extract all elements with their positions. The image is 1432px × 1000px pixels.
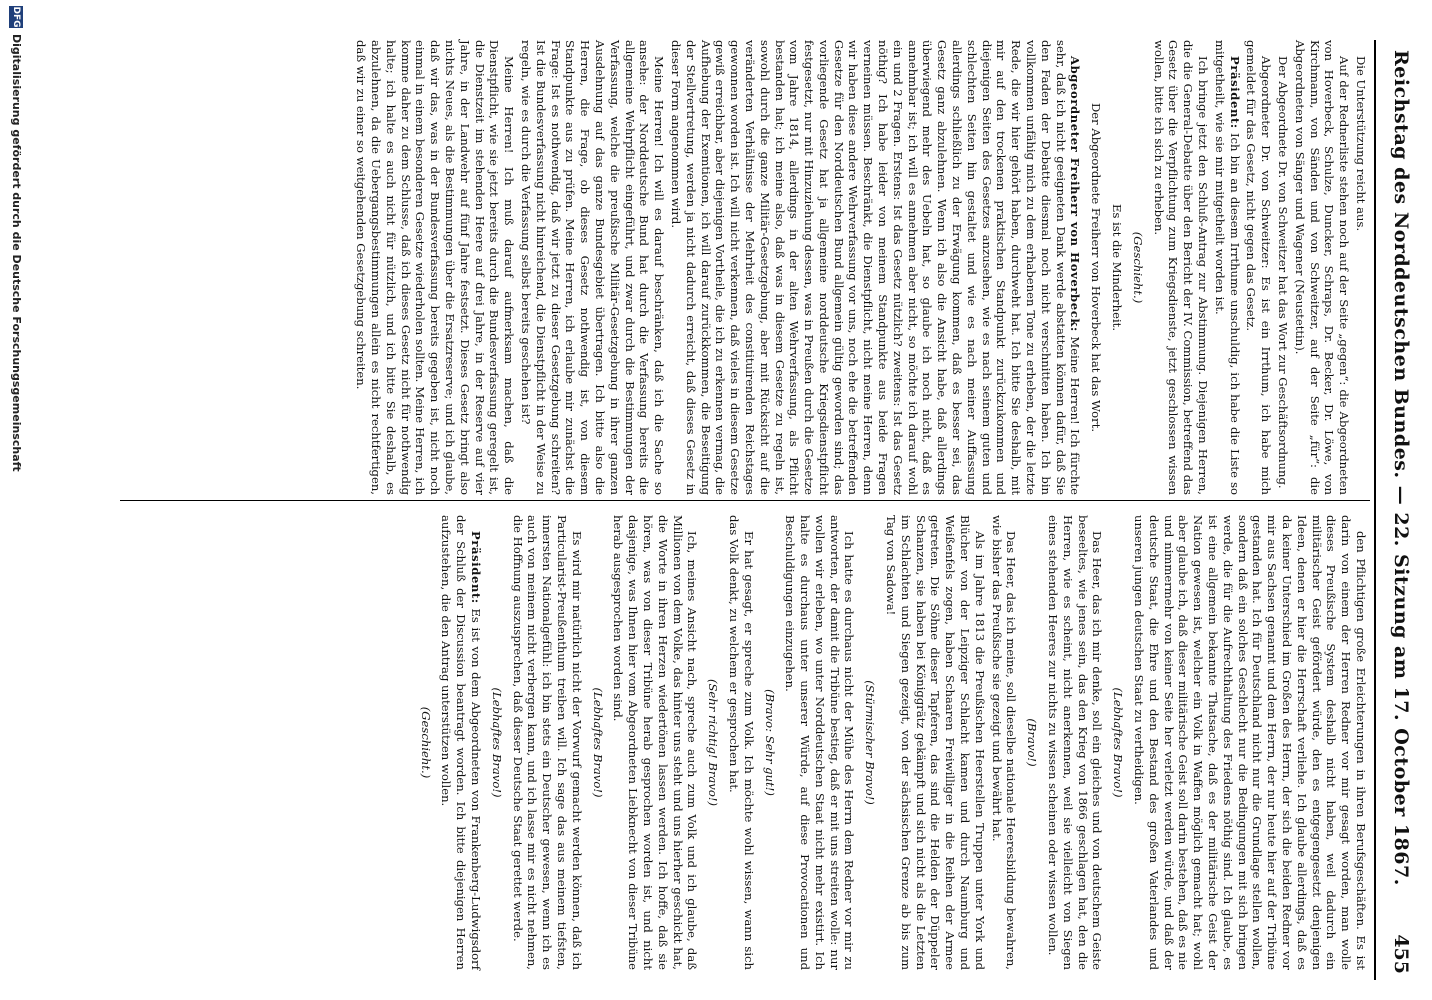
paragraph: Das Heer, das ich meine, soll dieselbe nationale Heeresbildung bewahren, wie bisher das Preußische sie gezeigt und bewährt hat. xyxy=(989,515,1019,970)
paragraph: Abgeordneter Dr. von Schweitzer: Es ist ein Irrthum, ich habe mich gemeldet für das Gesetz, nicht gegen das Gesetz. xyxy=(1244,40,1274,495)
paragraph: Es wird mir natürlich nicht der Vorwurf gemacht werden können, daß ich Particularist-Preußenthum treiben will. Ich sage das aus meinem tiefsten, innersten Nationalgefühl: ich bin stets ein Deutscher gewesen, wenn ich es auch von meinem nicht verbergen kann, und ich lasse mir es nicht nehmen, die Hoffnung auszusprechen, daß dieser Deutsche Staat gerettet werde. xyxy=(510,515,584,970)
paragraph xyxy=(439,515,483,970)
stage-direction: (Lebhaftes Bravo!) xyxy=(590,687,605,798)
stage-direction: (Lebhaftes Bravo!) xyxy=(489,687,504,798)
paragraph: Der Abgeordnete Dr. von Schweitzer hat das Wort zur Geschäftsordnung. xyxy=(1276,56,1291,489)
stage-direction: (Bravo!) xyxy=(1025,718,1040,767)
stage-direction: (Stürmischer Bravo!) xyxy=(863,680,878,805)
paragraph: Das Heer, das ich mir denke, soll ein gleiches und von deutschem Geiste beseeltes, wie jenes sein, das den Krieg von 1866 geschlagen hat, den die Herren, wie es scheint, nicht anerkennen, weil sie vielleicht von Siegen eines stehenden Heeres zur nichts zu wissen scheinen oder wissen wollen. xyxy=(1046,515,1105,970)
paragraph: den Pflichtigen große Erleichterungen in ihren Berufsgeschäften. Es ist darin von einem der Herren Redner vor mir gesagt worden, man wolle dieses Preußische System deshalb nicht haben, weil dadurch ein militärischer Geist gefördert würde, den es entgegengesetzt denjenigen Ideen, denen er hier die Herrschaft verliehe. Ich glaube allerdings, daß es da keiner Unterschied im Großen des Herrn, der sich die beiden Redner vor mir aus Sachsen genannt und dem Herrn, der nur heute hier auf der Tribüne gestanden hat. Ich für Deutschland nicht nur die Grundlage stellen wollen, sondern daß ein solches Geschlecht nur die Bedingungen mit sich bringen werde, die für die Aufrechthaltung des Friedens nöthig sind. Ich glaube, es ist eine allgemein bekannte Thatsache, daß es der militärische Geist der Nation gewesen ist, welcher ein Volk in Waffen möglich gemacht hat; wohl aber glaube ich, daß dieser militärische Geist soll darin bestehen, daß es nie und nimmermehr von keiner Seite her verletzt werden würde, und daß der deutsche Staat, die Ehre und den Bestand des großen Vaterlandes und unseren jungen deutschen Staat zu vertheidigen. xyxy=(1132,515,1368,970)
dfg-logo: DFG xyxy=(11,6,21,28)
paragraph: Die Unterstützung reicht aus. xyxy=(1354,56,1368,232)
speaker-name: Abgeordneter Freiherr von Hoverbeck: xyxy=(1068,56,1083,332)
stage-direction: (Bravo: Sehr gut!) xyxy=(762,689,777,796)
right-column xyxy=(412,515,1368,970)
digitization-credit: Digitalisierung gefördert durch die Deutsche Forschungsgemeinschaft xyxy=(10,34,23,472)
paragraph: Meine Herren! Ich muß darauf aufmerksam machen, daß die Dienstpflicht, wie sie jetzt bereits durch die Bundesverfassung geregelt ist, die Dienstzeit im stehenden Heere auf drei Jahre, in der Reserve auf vier Jahre, in der Landwehr auf fünf Jahre festsetzt. Dieses Gesetz bringt also nichts Neues, als die Bestimmungen über die Ersatzreserve; und ich glaube, daß wir das, was in der Bundesverfassung bereits gegeben ist, nicht noch einmal in einem besonderen Gesetze wiederholen sollten. Meine Herren, ich komme daher zu dem Schlusse, daß ich dieses Gesetz nicht für nothwendig halte; ich halte es auch nicht für nützlich, und ich bitte Sie deshalb, es abzulehnen, da die Uebergangsbestimmungen allein es nicht rechtfertigen, daß wir zu einer so weitgehenden Gesetzgebung schreiten. xyxy=(354,40,517,495)
stage-direction: (Lebhaftes Bravo!) xyxy=(1111,687,1126,798)
centered-line: Es ist die Minderheit. xyxy=(1110,203,1125,332)
paragraph: Ich hatte es durchaus nicht der Mühe des Herrn dem Redner vor mir zu antworten, der damit die Tribüne bestieg, daß er mit uns streiten wolle: nur wollen wir erleben, wo unter Norddeutschen Staat nicht mehr existirt. Ich halte es durchaus unter unserer Würde, auf diese Provocationen und Beschuldigungen einzugehen. xyxy=(783,515,857,970)
header-title: Reichstag des Norddeutschen Bundes. — 22. Sitzung am 17. October 1867. xyxy=(1390,50,1412,886)
paragraph: Meine Herren! Ich will es darauf beschränken, daß ich die Sache so ansehe: der Norddeutsche Bund hat durch die Verfassung bereits die allgemeine Wehrpflicht eingeführt, und zwar durch die Bestimmungen der Verfassung, welche die preußische Militär-Gesetzgebung in ihrer ganzen Ausdehnung auf das ganze Bundesgebiet übertragen. Ich bitte also die Herren, die Frage, ob dieses Gesetz nothwendig ist, von diesem Standpunkte aus zu prüfen. Meine Herren, ich erlaube mir zunächst die Frage: Ist es nothwendig, daß wir jetzt zu dieser Gesetzgebung schreiten? Ist die Bundesverfassung nicht hinreichend, die Dienstpflicht in der Weise zu regeln, wie es durch die Verfassung selbst bereits geschehen ist? xyxy=(518,40,667,495)
stage-direction: (Geschieht.) xyxy=(418,706,433,779)
paragraph xyxy=(668,40,1082,495)
speaker-name: Präsident: xyxy=(468,531,483,604)
speech-text: Es ist von dem Abgeordneten von Frankenberg-Ludwigsdorf der Schluß der Discussion beantragt worden. Ich bitte diejenigen Herren aufzustehen, die den Antrag unterstützen wollen. xyxy=(439,515,483,970)
stage-direction: (Geschieht.) xyxy=(1130,231,1145,304)
page-number: 455 xyxy=(1390,934,1412,974)
paragraph: Ich, meines Ansicht nach, spreche auch zum Volk und ich glaube, daß Millionen von dem Volke, das hinter uns steht und uns hierher geschickt hat, die Worte in ihren Herzen wiedertönen lassen werden. Ich hoffe, daß sie hören, was von dieser Tribüne herab gesprochen worden ist, und nicht dasjenige, was Ihnen hier vom Abgeordneten Liebknecht von dieser Tribüne herab ausgesprochen worden sind. xyxy=(611,515,700,970)
column-divider xyxy=(120,500,1370,501)
paragraph xyxy=(1212,40,1242,495)
paragraph: Ich bringe jetzt den Schluß-Antrag zur Abstimmung. Diejenigen Herren, die die General-Debatte über den Bericht der IV. Commission, betreffend das Gesetz über die Verpflichtung zum Kriegsdienste, jetzt geschlossen wissen wollen, bitte ich sich zu erheben. xyxy=(1151,40,1211,495)
centered-line: Der Abgeordnete Freiherr von Hoverbeck hat das Wort. xyxy=(1089,102,1104,433)
left-column xyxy=(353,40,1368,495)
page-header xyxy=(1374,40,1420,980)
speaker-name: Präsident: xyxy=(1227,56,1242,129)
paragraph: Als im Jahre 1813 die Preußischen Heerstellen Truppen unter York und Blücher von der Leipziger Schlacht kamen und durch Naumburg und Weißenfels zogen, haben Schaaren Freiwilliger in die Reihen der Armee getreten. Die Söhne dieser Tapferen, das sind die Helden der Düppeler Schanzen, sie haben bei Königgrätz gekämpft und sich nicht als die Letzten im Schlachten und Siegen gezeigt, von der sächsischen Grenze ab bis zum Tag von Sadowa! xyxy=(884,515,987,970)
stage-direction: (Sehr richtig! Bravo!) xyxy=(706,678,721,807)
speech-text: Meine Herren! Ich fürchte sehr, daß ich nicht geeigneten Dank werde abstatten können dafür, daß Sie den Faden der Debatte diesmal noch nicht verschnitten haben. Ich bin vollkommen unfähig mich zu dem erhabenen Tone zu erheben, der die letzte Rede, die wir hier gehört haben, durchweht hat. Ich bitte Sie deshalb, mit mir auf den trockenen praktischen Standpunkt zurückzukommen und diejenigen Seiten des Gesetzes anzusehen, wie es nach seinem guten und schlechten Seiten hin gestaltet und wie es nach meiner Auffassung allerdings schließlich zu der Erwägung kommen, daß es besser sei, das Gesetz ganz abzulehnen. Wenn ich also die Ansicht habe, daß allerdings überwiegend mehr des Uebeln hat, so glaube ich noch nicht, daß es annehmbar ist; ich will es annehmen aber nicht, so möchte ich darauf wohl ein und 2 Fragen. Erstens: Ist das Gesetz nützlich? zweitens: Ist das Gesetz nöthig? Ich habe leider von meinem Standpunkte aus beide Fragen verneinen müssen. Beschränkt, die Dienstpflicht, nicht meine Herren, denn wir haben diese andere Wehrverfassung vor uns, noch ehe die betreffenden Gesetze für den Norddeutschen Bund allgemein gültig geworden sind; das vorliegende Gesetz hat ja allgemeine norddeutsche Kriegsdienstpflicht festgesetzt, nur mit Hinzuziehung dessen, was in Preußen durch die Gesetze vom Jahre 1814, allerdings in der alten Wehrverfassung, als Pflicht bestanden hat; ich meine also, daß was in diesem Gesetze zu regeln ist, sowohl durch die ganze Militär-Gesetzgebung, aber mit Rücksicht auf die veränderten Verhältnisse der Mehrheit des constituirenden Reichstages gewonnen worden ist. Ich will nicht verkennen, daß vieles in diesem Gesetze gewiß erreichbar, aber diejenigen Vortheile, die ich zu erkennen vermag, die Aufhebung der Exemtionen, ich will darauf zurückkommen, die Beseitigung der Stellvertretung, werden ja nicht dadurch erreicht, daß dieses Gesetz in dieser Form angenommen wird. xyxy=(668,40,1083,495)
paragraph: Er hat gesagt, er spreche zum Volk. Ich möchte wohl wissen, wann sich das Volk denkt, zu welchem er gesprochen hat. xyxy=(726,515,756,970)
page-footer xyxy=(1,0,27,1000)
speech-text: Ich bin an diesem Irrthume unschuldig, ich habe die Liste so mitgetheilt, wie sie mir mitgetheilt worden ist. xyxy=(1212,40,1242,495)
paragraph: Auf der Rednerliste stehen noch auf der Seite „gegen“: die Abgeordneten von Hoverbeck, Schulze, Duncker, Schraps, Dr. Becker, Dr. Löwe, von Kirchmann, von Sänden und von Schweitzer, auf der Seite „für“: die Abgeordneten von Sänger und Wagener (Neustettin). xyxy=(1292,40,1352,495)
